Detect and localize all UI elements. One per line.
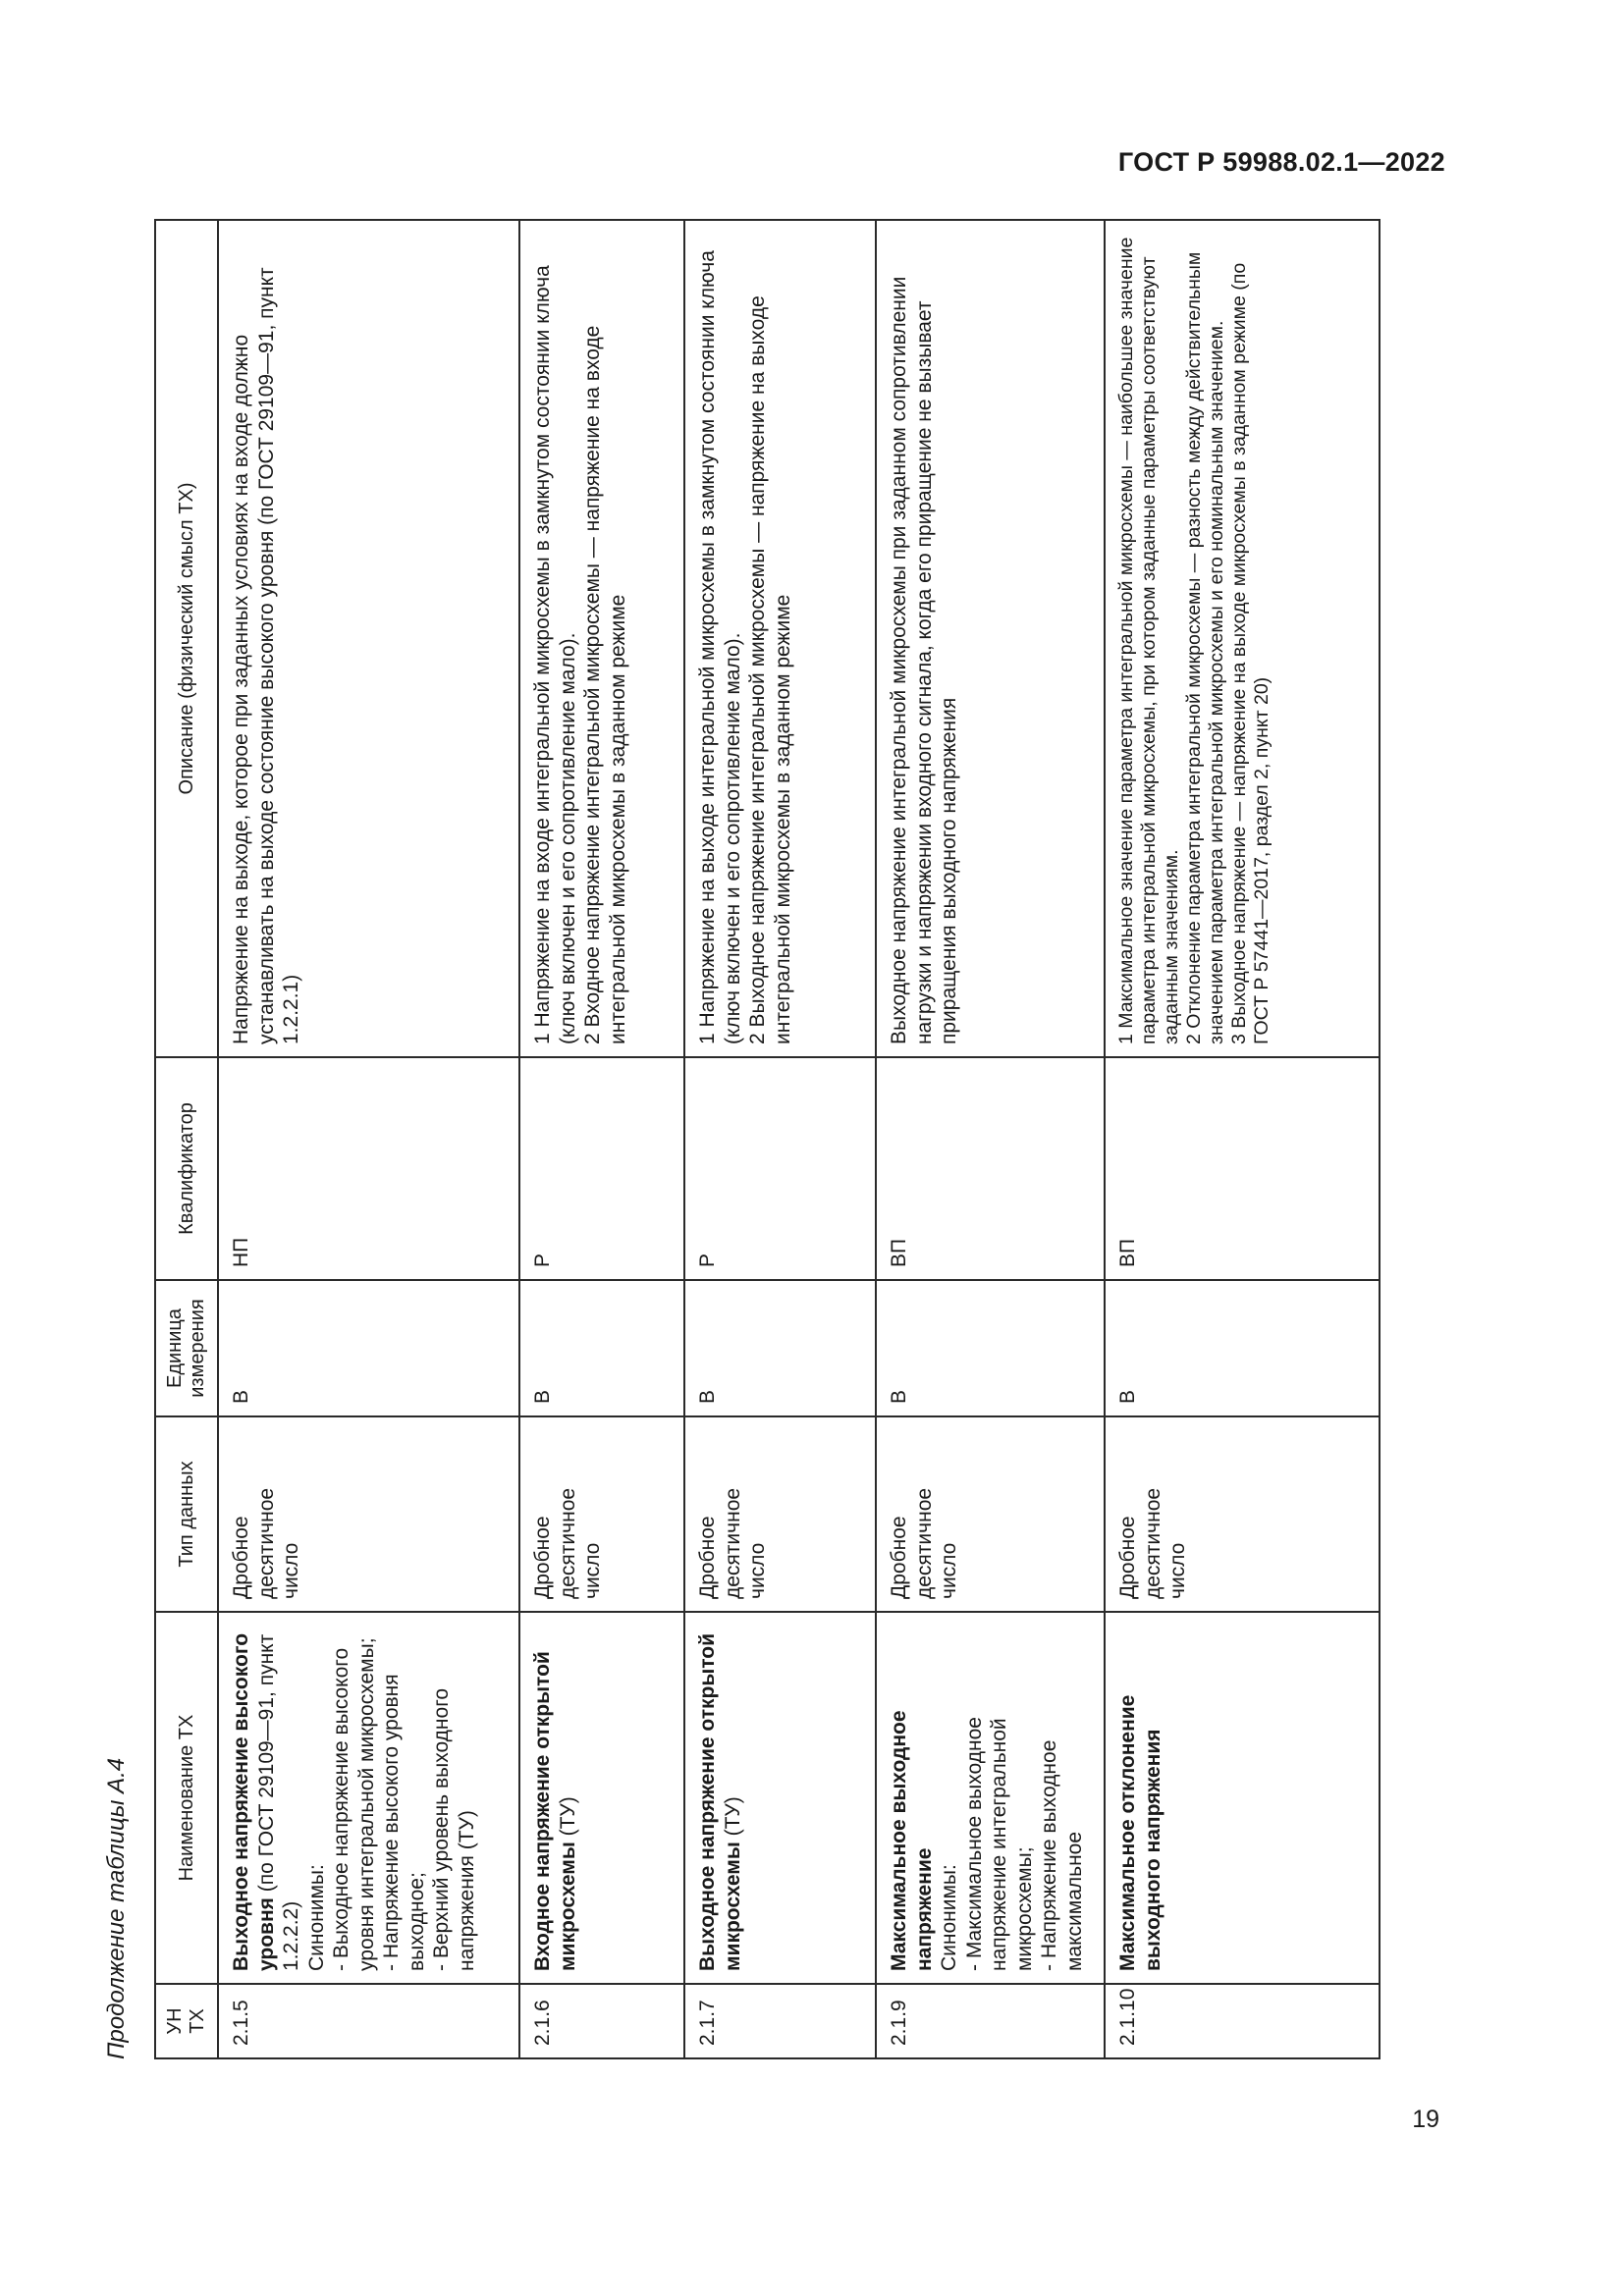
synonym-item: - Напряжение выходное максимальное <box>1038 1739 1086 1971</box>
synonym-item: - Максимальное выходное напряжение интегральной микросхемы; <box>962 1717 1036 1971</box>
table-header <box>155 220 218 2058</box>
row-description <box>684 220 876 1057</box>
description-paragraph: 1 Напряжение на входе интегральной микросхемы в замкнутом состоянии ключа (ключ включен и его сопротивление мало). <box>531 265 579 1044</box>
synonym-item: - Верхний уровень выходного напряжения (ТУ) <box>430 1687 478 1971</box>
row-unit: В <box>1105 1280 1380 1416</box>
row-qualifier: ВП <box>1105 1057 1380 1280</box>
row-name <box>218 1612 519 1984</box>
description-paragraph: Выходное напряжение интегральной микросхемы при заданном сопротивлении нагрузки и напряжении входного сигнала, когда его приращение не вызывает приращения выходного напряжения <box>888 276 960 1044</box>
row-qualifier: Р <box>519 1057 684 1280</box>
synonym-item: - Напряжение высокого уровня выходное; <box>380 1674 428 1971</box>
rotated-landscape-content <box>102 219 1428 2059</box>
row-description <box>519 220 684 1057</box>
synonyms-label: Синонимы: <box>304 1864 328 1971</box>
row-unit: В <box>684 1280 876 1416</box>
description-paragraph: 1 Напряжение на выходе интегральной микросхемы в замкнутом состоянии ключа (ключ включен и его сопротивление мало). <box>696 250 744 1044</box>
row-data-type: Дробное десятичное число <box>519 1416 684 1612</box>
row-name-bold: Максимальное выходное напряжение <box>888 1710 936 1971</box>
table-row <box>519 220 684 2058</box>
description-paragraph: Напряжение на выходе, которое при заданных условиях на входе должно устанавливать на выходе состояние высокого уровня (по ГОСТ 29109—91, пункт 1.2.2.1) <box>230 267 302 1044</box>
column-header-description: Описание (физический смысл ТХ) <box>155 220 218 1057</box>
column-header-code: УН ТХ <box>155 1984 218 2058</box>
row-unit: В <box>876 1280 1105 1416</box>
table-header-row <box>155 220 218 2058</box>
row-unit: В <box>218 1280 519 1416</box>
column-header-qualifier: Квалификатор <box>155 1057 218 1280</box>
description-paragraph: 2 Входное напряжение интегральной микросхемы — напряжение на входе интегральной микросхемы в заданном режиме <box>581 325 629 1044</box>
table-row <box>1105 220 1380 2058</box>
row-code: 2.1.6 <box>519 1984 684 2058</box>
row-name <box>684 1612 876 1984</box>
table-row <box>218 220 519 2058</box>
row-description <box>1105 220 1380 1057</box>
row-name-bold: Входное напряжение открытой микросхемы <box>531 1651 579 1971</box>
row-name-bold: Выходное напряжение открытой микросхемы <box>696 1632 744 1971</box>
row-qualifier: НП <box>218 1057 519 1280</box>
row-code: 2.1.9 <box>876 1984 1105 2058</box>
table-caption: Продолжение таблицы А.4 <box>103 1757 130 2059</box>
description-paragraph: 3 Выходное напряжение — напряжение на выходе микросхемы в заданном режиме (по ГОСТ Р 57441—2017, раздел 2, пункт 20) <box>1228 262 1272 1044</box>
document-standard-header: ГОСТ Р 59988.02.1—2022 <box>1117 147 1445 177</box>
row-description <box>876 220 1105 1057</box>
row-qualifier: Р <box>684 1057 876 1280</box>
row-code: 2.1.5 <box>218 1984 519 2058</box>
row-data-type: Дробное десятичное число <box>876 1416 1105 1612</box>
row-data-type: Дробное десятичное число <box>1105 1416 1380 1612</box>
row-name <box>1105 1612 1380 1984</box>
row-qualifier: ВП <box>876 1057 1105 1280</box>
row-name <box>519 1612 684 1984</box>
column-header-name: Наименование ТХ <box>155 1612 218 1984</box>
row-description <box>218 220 519 1057</box>
row-unit: В <box>519 1280 684 1416</box>
page-number: 19 <box>1412 2106 1439 2133</box>
description-paragraph: 2 Отклонение параметра интегральной микросхемы — разность между действительным значением параметра интегральной микросхемы и его номинальным значением. <box>1183 251 1227 1044</box>
column-header-unit: Единица измерения <box>155 1280 218 1416</box>
synonyms-label: Синонимы: <box>938 1864 960 1971</box>
row-name-bold: Выходное напряжение высокого уровня <box>230 1632 278 1971</box>
column-header-data-type: Тип данных <box>155 1416 218 1612</box>
row-code: 2.1.7 <box>684 1984 876 2058</box>
table-row <box>684 220 876 2058</box>
synonym-item: - Выходное напряжение высокого уровня интегральной микросхемы; <box>330 1637 378 1971</box>
row-name-rest: (ТУ) <box>721 1796 744 1842</box>
description-paragraph: 2 Выходное напряжение интегральной микросхемы — напряжение на выходе интегральной микросхемы в заданном режиме <box>746 295 794 1044</box>
row-code: 2.1.10 <box>1105 1984 1380 2058</box>
row-name-bold: Максимальное отклонение выходного напряжения <box>1116 1694 1164 1971</box>
row-name-rest: (по ГОСТ 29109—91, пункт 1.2.2.2) <box>254 1633 302 1971</box>
row-data-type: Дробное десятичное число <box>218 1416 519 1612</box>
table-row <box>876 220 1105 2058</box>
row-name <box>876 1612 1105 1984</box>
description-paragraph: 1 Максимальное значение параметра интегральной микросхемы — наибольшее значение параметра интегральной микросхемы, при котором заданные параметры соответствуют заданным значениям. <box>1115 237 1182 1044</box>
row-name-rest: (ТУ) <box>556 1796 579 1842</box>
row-data-type: Дробное десятичное число <box>684 1416 876 1612</box>
characteristics-table <box>154 219 1380 2059</box>
